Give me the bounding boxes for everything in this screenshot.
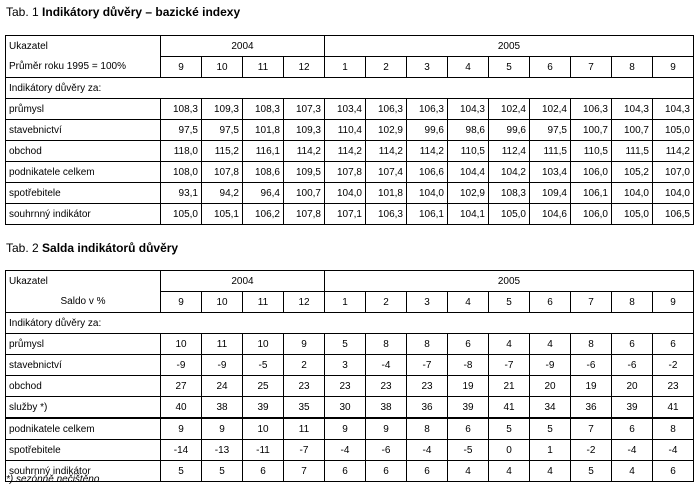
table-cell: 4 [530, 461, 571, 482]
table-cell: 101,8 [366, 183, 407, 204]
table-cell: 19 [448, 376, 489, 397]
table-cell: 107,1 [325, 204, 366, 225]
table-row [6, 120, 694, 141]
row-label: stavebnictví [6, 120, 161, 141]
table-cell: 4 [612, 461, 653, 482]
table-cell: 104,3 [653, 99, 694, 120]
table-cell: 101,8 [243, 120, 284, 141]
row-label: obchod [6, 141, 161, 162]
month-header: 1 [325, 292, 366, 313]
table-cell: 107,4 [366, 162, 407, 183]
table-cell: 4 [448, 461, 489, 482]
table-cell: 106,3 [407, 99, 448, 120]
month-header: 6 [530, 57, 571, 78]
table1-caption-prefix: Tab. 1 [6, 5, 39, 19]
table-cell: 106,5 [653, 204, 694, 225]
table-cell: 100,7 [284, 183, 325, 204]
table-cell: 105,0 [612, 204, 653, 225]
table-cell: 105,1 [202, 204, 243, 225]
table-cell: 106,0 [571, 162, 612, 183]
table-row [6, 183, 694, 204]
table2-header-label: Ukazatel [6, 271, 161, 292]
table-cell: 104,0 [653, 183, 694, 204]
month-header: 5 [489, 292, 530, 313]
table-cell: 103,4 [325, 99, 366, 120]
table-cell: 8 [407, 334, 448, 355]
table-cell: 106,3 [366, 204, 407, 225]
table-cell: 41 [489, 397, 530, 419]
table-cell: 34 [530, 397, 571, 419]
row-label: souhrnný indikátor [6, 204, 161, 225]
table-cell: 114,2 [407, 141, 448, 162]
table-cell: 114,2 [284, 141, 325, 162]
table-cell: -6 [571, 355, 612, 376]
table-cell: 39 [448, 397, 489, 419]
table-cell: 23 [284, 376, 325, 397]
table-cell: 106,1 [407, 204, 448, 225]
month-header: 9 [161, 292, 202, 313]
table-cell: 11 [202, 334, 243, 355]
table-cell: -7 [407, 355, 448, 376]
table-cell: 38 [202, 397, 243, 419]
table-cell: 5 [161, 461, 202, 482]
table-cell: 0 [489, 440, 530, 461]
row-label: souhrnný indikátor [6, 461, 161, 482]
table-cell: 102,9 [448, 183, 489, 204]
row-label: obchod [6, 376, 161, 397]
table-row [6, 376, 694, 397]
table-cell: -6 [366, 440, 407, 461]
table-cell: 97,5 [161, 120, 202, 141]
table-cell: -5 [448, 440, 489, 461]
table-cell: 6 [612, 418, 653, 440]
table-cell: 93,1 [161, 183, 202, 204]
table-cell: 104,3 [448, 99, 489, 120]
table-cell: 23 [366, 376, 407, 397]
table-cell: 104,6 [530, 204, 571, 225]
table-cell: 106,2 [243, 204, 284, 225]
month-header: 8 [612, 57, 653, 78]
month-header: 12 [284, 292, 325, 313]
month-header: 5 [489, 57, 530, 78]
table-cell: 25 [243, 376, 284, 397]
table-cell: 4 [530, 334, 571, 355]
table-cell: -8 [448, 355, 489, 376]
table-cell: 36 [571, 397, 612, 419]
table-cell: 10 [243, 334, 284, 355]
table-cell: 104,0 [407, 183, 448, 204]
table-row [6, 461, 694, 482]
table-cell: -9 [202, 355, 243, 376]
table-cell: 8 [653, 418, 694, 440]
row-label: podnikatele celkem [6, 162, 161, 183]
table-cell: 94,2 [202, 183, 243, 204]
table-cell: 11 [284, 418, 325, 440]
month-header: 12 [284, 57, 325, 78]
table-cell: -11 [243, 440, 284, 461]
month-header: 11 [243, 57, 284, 78]
table-cell: 106,1 [571, 183, 612, 204]
table-cell: 118,0 [161, 141, 202, 162]
table-cell: 108,6 [243, 162, 284, 183]
table-cell: 35 [284, 397, 325, 419]
table-cell: 115,2 [202, 141, 243, 162]
table-cell: 103,4 [530, 162, 571, 183]
table1-header-label: Ukazatel [6, 36, 161, 57]
month-header: 10 [202, 57, 243, 78]
row-label: spotřebitele [6, 183, 161, 204]
table-cell: 108,3 [161, 99, 202, 120]
table-cell: 40 [161, 397, 202, 419]
table-cell: 39 [243, 397, 284, 419]
table2-subheader-label: Saldo v % [6, 292, 161, 313]
table-cell: 6 [448, 334, 489, 355]
table-cell: 99,6 [407, 120, 448, 141]
table-cell: 6 [612, 334, 653, 355]
table1-group-row [6, 78, 694, 99]
table-cell: 9 [284, 334, 325, 355]
table-cell: 114,2 [653, 141, 694, 162]
table-cell: 116,1 [243, 141, 284, 162]
table-cell: 4 [489, 461, 530, 482]
table-cell: 41 [653, 397, 694, 419]
table-cell: 5 [489, 418, 530, 440]
month-header: 9 [653, 57, 694, 78]
table-cell: 36 [407, 397, 448, 419]
table1-group-label: Indikátory důvěry za: [6, 78, 694, 99]
table-cell: 21 [489, 376, 530, 397]
table-cell: 114,2 [366, 141, 407, 162]
table-cell: 8 [571, 334, 612, 355]
table-cell: 107,3 [284, 99, 325, 120]
month-header: 7 [571, 292, 612, 313]
table-cell: 111,5 [612, 141, 653, 162]
table-cell: -13 [202, 440, 243, 461]
table2-year-2005: 2005 [325, 271, 694, 292]
table-cell: 10 [161, 334, 202, 355]
table-cell: 6 [653, 461, 694, 482]
table2-month-row [6, 292, 694, 313]
table-cell: 104,1 [448, 204, 489, 225]
table-cell: -4 [407, 440, 448, 461]
table-cell: 38 [366, 397, 407, 419]
table-cell: 97,5 [202, 120, 243, 141]
table-cell: 23 [325, 376, 366, 397]
table-cell: 110,5 [448, 141, 489, 162]
table-cell: 104,3 [612, 99, 653, 120]
month-header: 3 [407, 57, 448, 78]
table2-caption [6, 241, 178, 255]
table-cell: 6 [325, 461, 366, 482]
table1-subheader-label: Průměr roku 1995 = 100% [6, 57, 161, 78]
table-cell: 110,4 [325, 120, 366, 141]
table-cell: -4 [325, 440, 366, 461]
table-cell: 19 [571, 376, 612, 397]
table-cell: 107,8 [284, 204, 325, 225]
table1-caption-title: Indikátory důvěry – bazické indexy [42, 5, 241, 19]
table-cell: 23 [407, 376, 448, 397]
table-cell: 8 [366, 334, 407, 355]
table-cell: -2 [571, 440, 612, 461]
table-cell: 98,6 [448, 120, 489, 141]
table1-month-row [6, 57, 694, 78]
table-row [6, 204, 694, 225]
row-label: průmysl [6, 99, 161, 120]
table-cell: 2 [284, 355, 325, 376]
month-header: 11 [243, 292, 284, 313]
table-cell: 111,5 [530, 141, 571, 162]
table-cell: 114,2 [325, 141, 366, 162]
table-cell: 5 [571, 461, 612, 482]
table-cell: 20 [530, 376, 571, 397]
table-cell: 7 [284, 461, 325, 482]
table-cell: 5 [325, 334, 366, 355]
table-cell: 30 [325, 397, 366, 419]
row-label: podnikatele celkem [6, 418, 161, 440]
table-cell: 109,3 [202, 99, 243, 120]
row-label: stavebnictví [6, 355, 161, 376]
table-row [6, 418, 694, 440]
table-cell: 102,4 [489, 99, 530, 120]
table-cell: 109,3 [284, 120, 325, 141]
table2-group-row [6, 313, 694, 334]
table-cell: 4 [489, 334, 530, 355]
table-cell: 24 [202, 376, 243, 397]
table-cell: -5 [243, 355, 284, 376]
table-cell: -4 [653, 440, 694, 461]
table-cell: 97,5 [530, 120, 571, 141]
table-row [6, 355, 694, 376]
table2-header-row [6, 271, 694, 292]
table-cell: 6 [407, 461, 448, 482]
table-cell: 108,3 [489, 183, 530, 204]
table-row [6, 397, 694, 419]
table2 [5, 270, 694, 482]
table-cell: 6 [653, 334, 694, 355]
table-cell: -4 [366, 355, 407, 376]
table-cell: -9 [530, 355, 571, 376]
table-cell: 10 [243, 418, 284, 440]
row-label: služby *) [6, 397, 161, 419]
month-header: 2 [366, 57, 407, 78]
table-cell: 39 [612, 397, 653, 419]
table-cell: -2 [653, 355, 694, 376]
table-cell: 105,0 [653, 120, 694, 141]
table-cell: 96,4 [243, 183, 284, 204]
month-header: 2 [366, 292, 407, 313]
month-header: 10 [202, 292, 243, 313]
month-header: 8 [612, 292, 653, 313]
table-cell: -9 [161, 355, 202, 376]
table-cell: 9 [202, 418, 243, 440]
table-cell: 107,8 [202, 162, 243, 183]
table-cell: 23 [653, 376, 694, 397]
table1 [5, 35, 694, 225]
table1-year-2004: 2004 [161, 36, 325, 57]
month-header: 3 [407, 292, 448, 313]
table-cell: 6 [366, 461, 407, 482]
table-cell: 27 [161, 376, 202, 397]
table-cell: -7 [489, 355, 530, 376]
table-cell: 105,2 [612, 162, 653, 183]
table-cell: 9 [325, 418, 366, 440]
table-cell: 107,8 [325, 162, 366, 183]
month-header: 7 [571, 57, 612, 78]
table-cell: 105,0 [489, 204, 530, 225]
row-label: průmysl [6, 334, 161, 355]
table2-caption-title: Salda indikátorů důvěry [42, 241, 179, 255]
table-cell: 106,3 [571, 99, 612, 120]
month-header: 4 [448, 292, 489, 313]
table-cell: 110,5 [571, 141, 612, 162]
table-cell: 104,2 [489, 162, 530, 183]
table-cell: -4 [612, 440, 653, 461]
table-cell: 108,0 [161, 162, 202, 183]
table-row [6, 334, 694, 355]
table-cell: 107,0 [653, 162, 694, 183]
table-cell: -7 [284, 440, 325, 461]
table1-header-row [6, 36, 694, 57]
table-cell: -6 [612, 355, 653, 376]
table2-year-2004: 2004 [161, 271, 325, 292]
table-cell: 5 [530, 418, 571, 440]
table-cell: 20 [612, 376, 653, 397]
table-cell: 9 [366, 418, 407, 440]
table-cell: 102,4 [530, 99, 571, 120]
table-row [6, 162, 694, 183]
table-row [6, 141, 694, 162]
table-cell: 106,0 [571, 204, 612, 225]
table2-caption-prefix: Tab. 2 [6, 241, 39, 255]
table-cell: 106,3 [366, 99, 407, 120]
table-cell: 102,9 [366, 120, 407, 141]
table-cell: 109,5 [284, 162, 325, 183]
footnote: *) sezónně nečištěno [6, 474, 100, 485]
table-cell: 100,7 [571, 120, 612, 141]
table-cell: 109,4 [530, 183, 571, 204]
table-cell: 99,6 [489, 120, 530, 141]
table-cell: 104,0 [612, 183, 653, 204]
table-cell: 104,0 [325, 183, 366, 204]
table2-group-label: Indikátory důvěry za: [6, 313, 694, 334]
table1-year-2005: 2005 [325, 36, 694, 57]
row-label: spotřebitele [6, 440, 161, 461]
table1-caption [6, 5, 240, 19]
month-header: 9 [161, 57, 202, 78]
table-cell: 1 [530, 440, 571, 461]
month-header: 9 [653, 292, 694, 313]
table-cell: 112,4 [489, 141, 530, 162]
table-cell: -14 [161, 440, 202, 461]
table-cell: 106,6 [407, 162, 448, 183]
table-cell: 6 [448, 418, 489, 440]
table-cell: 7 [571, 418, 612, 440]
table-cell: 104,4 [448, 162, 489, 183]
table-cell: 9 [161, 418, 202, 440]
month-header: 6 [530, 292, 571, 313]
table-row [6, 440, 694, 461]
table-cell: 5 [202, 461, 243, 482]
table-cell: 100,7 [612, 120, 653, 141]
month-header: 4 [448, 57, 489, 78]
table-cell: 3 [325, 355, 366, 376]
table-cell: 105,0 [161, 204, 202, 225]
table-cell: 108,3 [243, 99, 284, 120]
table-row [6, 99, 694, 120]
table-cell: 6 [243, 461, 284, 482]
table-cell: 8 [407, 418, 448, 440]
month-header: 1 [325, 57, 366, 78]
